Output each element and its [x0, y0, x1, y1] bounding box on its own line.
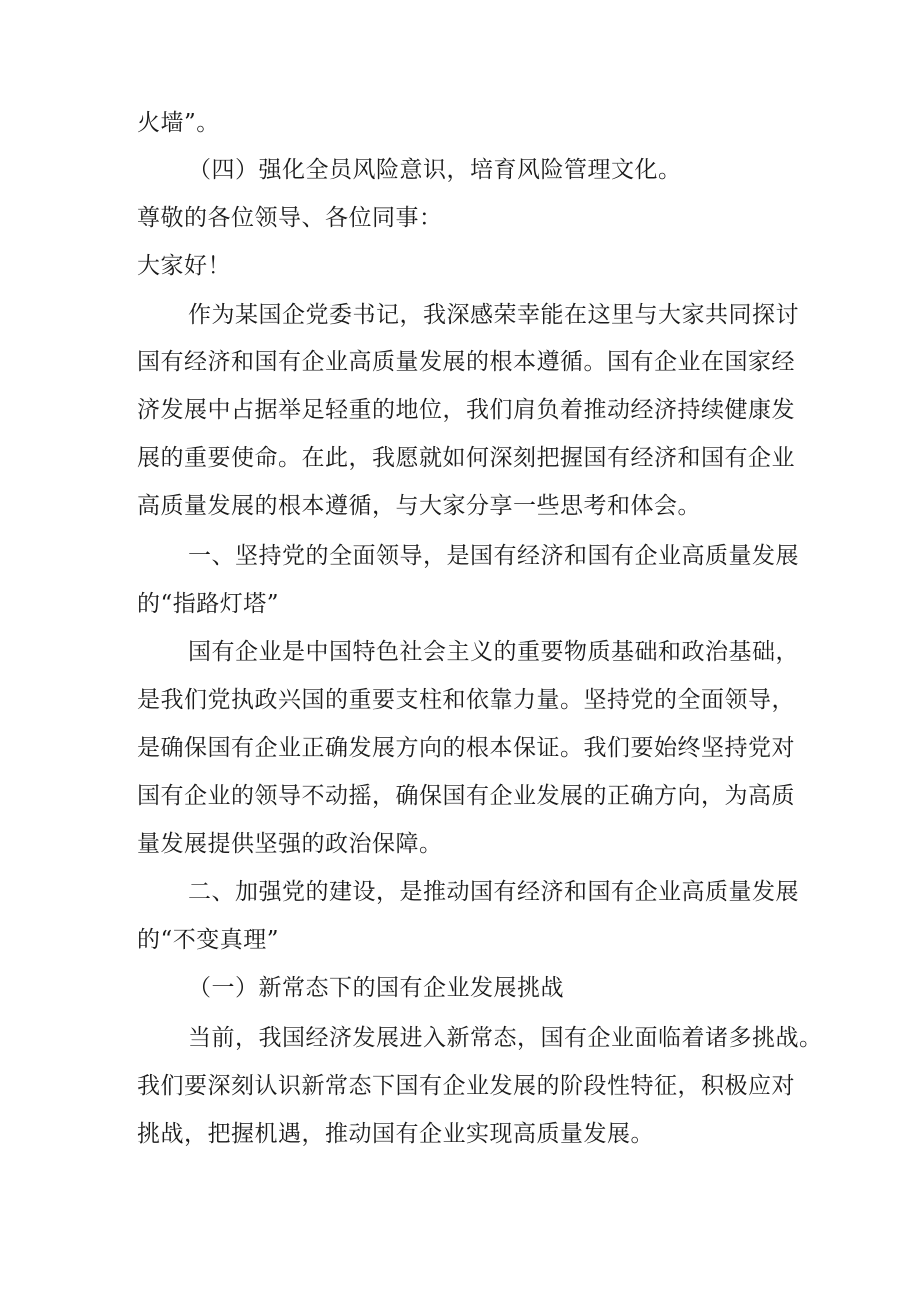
text-line: 国有经济和国有企业高质量发展的根本遵循。国有企业在国家经	[137, 349, 795, 375]
text-line: 作为某国企党委书记，我深感荣幸能在这里与大家共同探讨	[188, 302, 799, 328]
section-heading: （四）强化全员风险意识，培育风险管理文化。	[188, 157, 682, 183]
greeting: 大家好！	[137, 253, 231, 279]
salutation: 尊敬的各位领导、各位同事：	[137, 205, 443, 231]
text-line: 量发展提供坚强的政治保障。	[137, 831, 443, 857]
text-line: 是我们党执政兴国的重要支柱和依靠力量。坚持党的全面领导，	[137, 687, 795, 713]
text-line: 国有企业是中国特色社会主义的重要物质基础和政治基础，	[188, 639, 799, 665]
text-line: 展的重要使命。在此，我愿就如何深刻把握国有经济和国有企业	[137, 445, 795, 471]
text-line: 高质量发展的根本遵循，与大家分享一些思考和体会。	[137, 493, 701, 519]
text-line: 我们要深刻认识新常态下国有企业发展的阶段性特征，积极应对	[137, 1073, 795, 1099]
section-heading: 的“不变真理”	[137, 927, 280, 953]
section-heading: 的“指路灯塔”	[137, 591, 280, 617]
text-line: 是确保国有企业正确发展方向的根本保证。我们要始终坚持党对	[137, 735, 795, 761]
text-line: 济发展中占据举足轻重的地位，我们肩负着推动经济持续健康发	[137, 397, 795, 423]
text-line: 国有企业的领导不动摇，确保国有企业发展的正确方向，为高质	[137, 783, 795, 809]
text-line: 当前，我国经济发展进入新常态，国有企业面临着诸多挑战。	[188, 1025, 823, 1051]
section-heading: 二、加强党的建设，是推动国有经济和国有企业高质量发展	[188, 879, 799, 905]
text-line: 挑战，把握机遇，推动国有企业实现高质量发展。	[137, 1121, 654, 1147]
section-heading: 一、坚持党的全面领导，是国有经济和国有企业高质量发展	[188, 543, 799, 569]
section-heading: （一）新常态下的国有企业发展挑战	[188, 975, 564, 1001]
text-line: 火墙”。	[137, 110, 220, 136]
